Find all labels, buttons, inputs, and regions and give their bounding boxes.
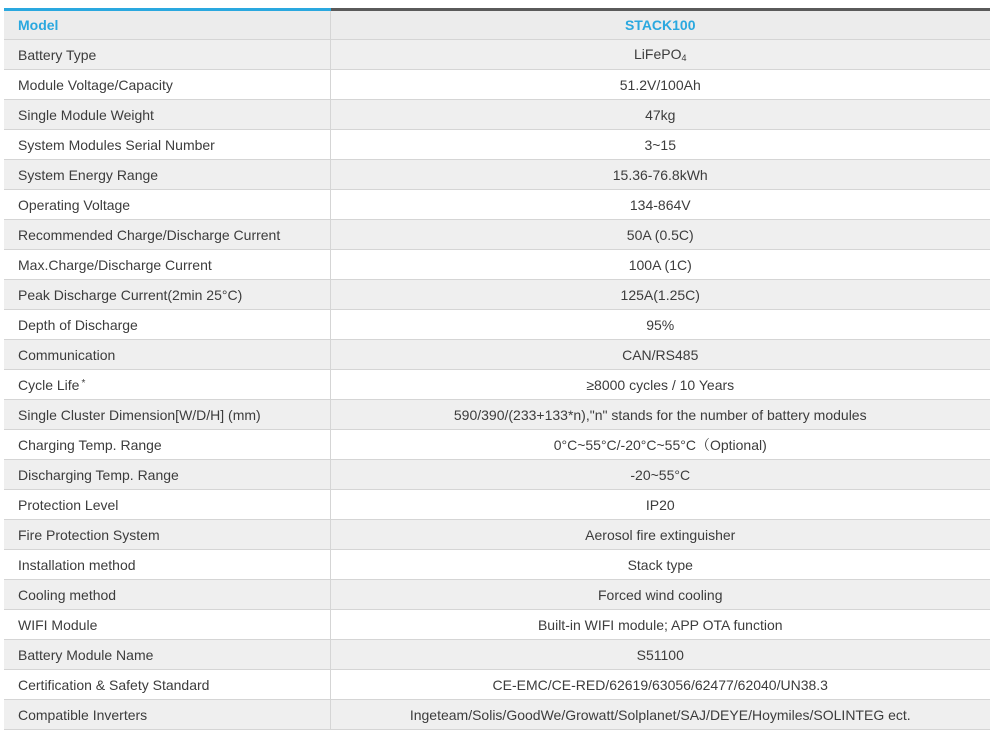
table-row <box>4 310 990 340</box>
spec-value <box>330 370 990 400</box>
spec-label-text: Single Module Weight <box>18 106 154 123</box>
spec-value-text: 15.36-76.8kWh <box>612 166 708 183</box>
spec-label-text: Compatible Inverters <box>18 706 148 723</box>
spec-label-text: Operating Voltage <box>18 196 131 213</box>
table-row <box>4 580 990 610</box>
table-row <box>4 490 990 520</box>
table-row <box>4 70 990 100</box>
spec-value-text: -20~55°C <box>630 466 691 483</box>
spec-label <box>4 520 330 550</box>
spec-value <box>330 580 990 610</box>
table-row <box>4 190 990 220</box>
spec-value <box>330 220 990 250</box>
table-header-row <box>4 10 990 40</box>
spec-label <box>4 130 330 160</box>
spec-label <box>4 100 330 130</box>
spec-label-text: Battery Module Name <box>18 646 154 663</box>
spec-value-text: S51100 <box>636 646 684 663</box>
table-row <box>4 280 990 310</box>
table-row <box>4 700 990 730</box>
header-label: Model <box>4 10 330 40</box>
spec-value <box>330 280 990 310</box>
spec-value-text: Built-in WIFI module; APP OTA function <box>537 616 783 633</box>
spec-label <box>4 400 330 430</box>
spec-label <box>4 310 330 340</box>
spec-value-text: LiFePO <box>634 46 682 62</box>
spec-value-text: 50A (0.5C) <box>626 226 694 243</box>
spec-value-text: 100A (1C) <box>628 256 692 273</box>
table-row <box>4 340 990 370</box>
spec-label <box>4 280 330 310</box>
spec-label <box>4 370 330 400</box>
table-row <box>4 430 990 460</box>
spec-label-text: Communication <box>18 346 116 363</box>
table-row <box>4 40 990 70</box>
spec-value-text: 51.2V/100Ah <box>619 76 701 93</box>
spec-value-text: Ingeteam/Solis/GoodWe/Growatt/Solplanet/SAJ/DEYE/Hoymiles/SOLINTEG ect. <box>409 706 911 723</box>
spec-label <box>4 70 330 100</box>
spec-label-text: Battery Type <box>18 46 97 63</box>
spec-label-text: Protection Level <box>18 496 119 513</box>
spec-label-text: Charging Temp. Range <box>18 436 162 453</box>
spec-label-text: Recommended Charge/Discharge Current <box>18 226 281 243</box>
spec-body <box>4 40 990 730</box>
spec-value <box>330 610 990 640</box>
spec-label <box>4 700 330 730</box>
spec-value <box>330 250 990 280</box>
spec-label-text: WIFI Module <box>18 616 98 633</box>
spec-value-text: 134-864V <box>629 196 691 213</box>
table-row <box>4 670 990 700</box>
table-row <box>4 250 990 280</box>
spec-label <box>4 40 330 70</box>
spec-label <box>4 640 330 670</box>
spec-value <box>330 460 990 490</box>
spec-value <box>330 70 990 100</box>
table-row <box>4 160 990 190</box>
spec-label <box>4 550 330 580</box>
spec-value-text: CE-EMC/CE-RED/62619/63056/62477/62040/UN38.3 <box>492 676 828 693</box>
spec-value <box>330 700 990 730</box>
spec-label <box>4 160 330 190</box>
table-row <box>4 100 990 130</box>
spec-value <box>330 100 990 130</box>
spec-label-text: Fire Protection System <box>18 526 160 543</box>
spec-value-text: Stack type <box>627 556 693 573</box>
spec-label <box>4 490 330 520</box>
spec-label <box>4 610 330 640</box>
spec-value <box>330 430 990 460</box>
footnote-mark: * <box>81 377 86 389</box>
spec-label-text: Depth of Discharge <box>18 316 138 333</box>
spec-value <box>330 550 990 580</box>
spec-label <box>4 190 330 220</box>
spec-table <box>4 8 990 730</box>
spec-label-text: Installation method <box>18 556 136 573</box>
spec-label-text: System Energy Range <box>18 166 159 183</box>
spec-value <box>330 130 990 160</box>
spec-label <box>4 670 330 700</box>
spec-value <box>330 640 990 670</box>
spec-label <box>4 460 330 490</box>
value-subscript: 4 <box>681 53 687 63</box>
spec-label-text: Max.Charge/Discharge Current <box>18 256 212 273</box>
spec-value <box>330 340 990 370</box>
spec-value-text: 47kg <box>645 106 676 123</box>
table-row <box>4 550 990 580</box>
spec-value <box>330 520 990 550</box>
spec-value <box>330 40 990 70</box>
spec-value-text: 3~15 <box>644 136 677 153</box>
spec-label <box>4 430 330 460</box>
spec-value-text: 590/390/(233+133*n),"n" stands for the number of battery modules <box>453 406 867 423</box>
spec-label-text: Single Cluster Dimension[W/D/H] (mm) <box>18 406 261 423</box>
spec-value-text: IP20 <box>645 496 675 513</box>
table-row <box>4 610 990 640</box>
spec-label-text: System Modules Serial Number <box>18 136 215 153</box>
spec-label-text: Cycle Life <box>18 376 80 393</box>
spec-value <box>330 670 990 700</box>
spec-value <box>330 310 990 340</box>
table-row <box>4 370 990 400</box>
spec-value-text: 125A(1.25C) <box>620 286 700 303</box>
spec-value-text: 95% <box>646 316 675 333</box>
spec-label-text: Peak Discharge Current(2min 25°C) <box>18 286 243 303</box>
spec-label-text: Certification & Safety Standard <box>18 676 210 693</box>
table-row <box>4 460 990 490</box>
spec-value-text: Forced wind cooling <box>597 586 723 603</box>
table-row <box>4 130 990 160</box>
table-row <box>4 220 990 250</box>
spec-label <box>4 340 330 370</box>
spec-value <box>330 190 990 220</box>
header-value: STACK100 <box>330 10 990 40</box>
spec-value <box>330 400 990 430</box>
spec-value-text: Aerosol fire extinguisher <box>585 526 736 543</box>
spec-value-text: ≥8000 cycles / 10 Years <box>586 376 735 393</box>
table-row <box>4 640 990 670</box>
spec-label-text: Module Voltage/Capacity <box>18 76 173 93</box>
table-row <box>4 400 990 430</box>
spec-label-text: Discharging Temp. Range <box>18 466 179 483</box>
spec-label-text: Cooling method <box>18 586 117 603</box>
spec-value <box>330 160 990 190</box>
table-row <box>4 520 990 550</box>
spec-value-text: CAN/RS485 <box>622 346 699 363</box>
spec-label <box>4 220 330 250</box>
spec-value-text: 0°C~55°C/-20°C~55°C（Optional) <box>553 436 767 453</box>
spec-label <box>4 580 330 610</box>
spec-label <box>4 250 330 280</box>
spec-value <box>330 490 990 520</box>
